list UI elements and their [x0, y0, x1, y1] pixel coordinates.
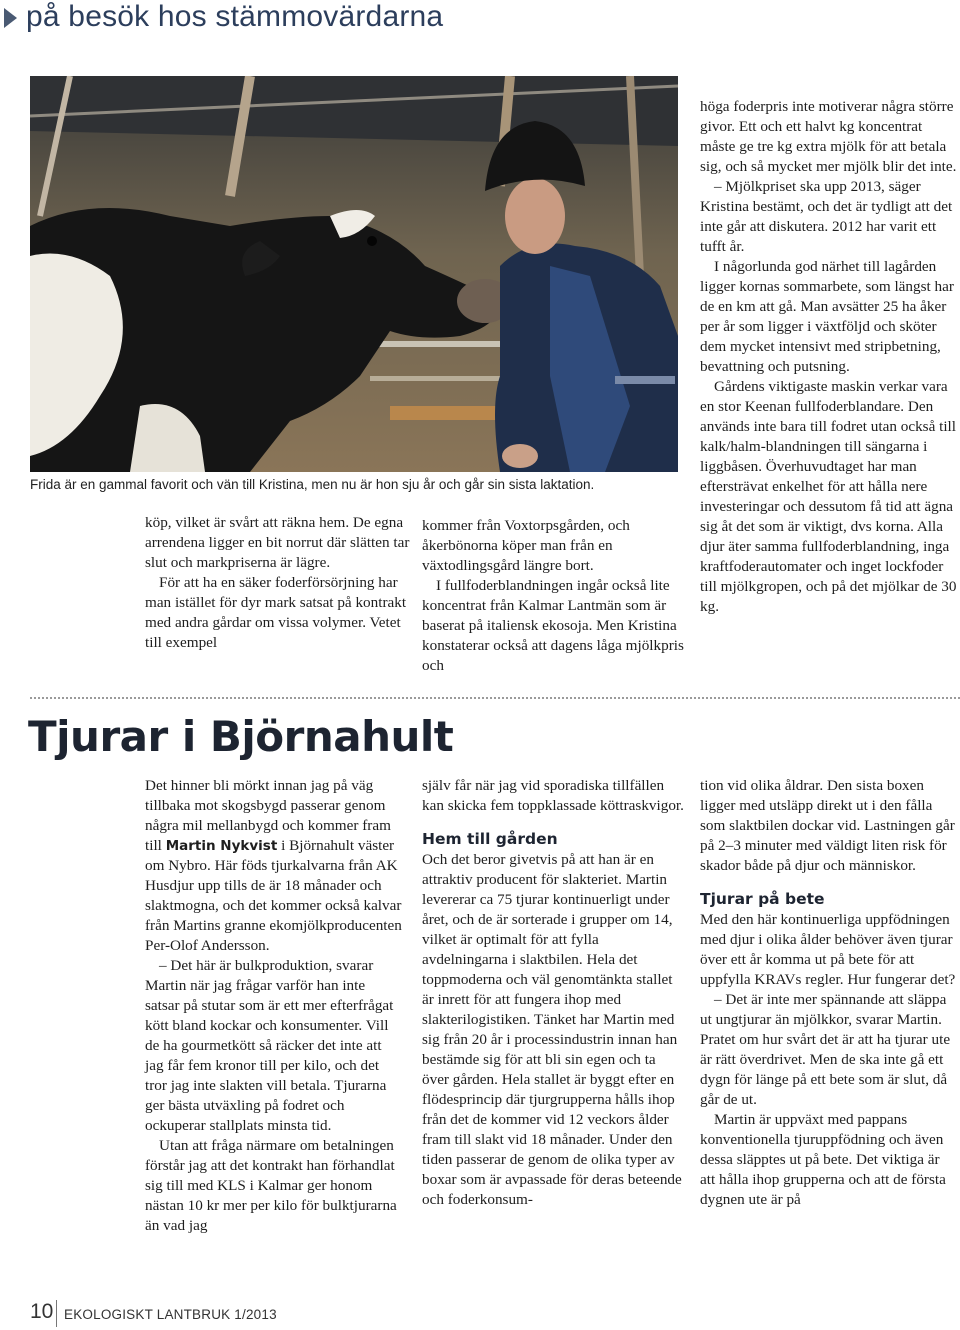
photo-caption: Frida är en gammal favorit och vän till Kristina, men nu är hon sju år och går sin sista laktation. — [30, 477, 595, 492]
cow-photo — [30, 76, 678, 472]
top-column-3 — [700, 97, 958, 617]
subheading: Tjurar på bete — [700, 890, 825, 908]
paragraph: köp, vilket är svårt att räkna hem. De egna arrendena ligger en bit norrut där slätten tar slut och markpriserna är lägre. — [145, 514, 410, 571]
paragraph: höga foderpris inte motiverar några större givor. Ett och ett halvt kg koncentrat måste ge tre kg extra mjölk för att betala sig, och så mycket mer mjölk blir det inte. — [700, 98, 957, 175]
paragraph: – Det här är bulkproduktion, svarar Martin när jag frågar varför han inte satsar på stutar som är ett mer efterfrågat kött bland kockar och konsumenter. Vill de ha gourmetkött så räcker det inte att jag får fem kronor till per kilo, och det tror jag inte slakten vill betala. Tjurarna ger bästa utväxling på fodret och ockuperar stallplats minsta tid. — [145, 957, 394, 1134]
intro-text: Det hinner bli mörkt innan jag på väg tillbaka mot skogsbygd passerar genom några mil mellanbygd och kommer fram till — [145, 777, 391, 854]
header-arrow-icon — [4, 8, 17, 28]
photo-illustration — [30, 76, 678, 472]
paragraph: Och det beror givetvis på att han är en attraktiv producent för slakteriet. Martin levererar ca 75 tjurar kontinuerligt under året, och de är sorterade i grupper om 14, vilket är optimalt för att fylla avdelningarna i slaktbilen. Hela det toppmoderna och väl genomtänkta stallet är inrett för att fungera ihop med slakterilogistiken. Tänket har Martin med sig från 20 år i processindustrin innan han bestämde sig för att bli sin egen och ta över gården. Hela stallet är byggt efter en flödesprincip där tjurgrupperna hålls ihop från det de kommer vid 12 veckors ålder fram till slakt vid 18 månader. Under den tiden passerar de genom de olika typer av boxar som är avpassade för deras beteende och foderkonsum- — [422, 851, 682, 1208]
paragraph — [145, 776, 403, 956]
paragraph: Med den här kontinuerliga uppfödningen med djur i olika ålder behöver även tjurar över ett år komma ut på bete för att uppfylla KRAVs regler. Hur fungerar det? — [700, 911, 956, 988]
publication-name: EKOLOGISKT LANTBRUK 1/2013 — [64, 1307, 277, 1322]
top-column-1 — [145, 513, 410, 653]
paragraph: I fullfoderblandningen ingår också lite koncentrat från Kalmar Lantmän som är baserat på italiensk ekosoja. Men Kristina konstaterar också att dagens låga mjölkpris och — [422, 577, 684, 674]
top-column-2 — [422, 516, 687, 676]
subheading: Hem till gården — [422, 830, 558, 848]
paragraph: I någorlunda god närhet till lagården ligger kornas sommarbete, som längst har de en km att gå. Man avsätter 25 ha åker per år som ligger i växtföljd och sköter dem mycket intensivt med stripbetning, bevattning och putsning. — [700, 258, 954, 375]
paragraph: Martin är uppväxt med pappans konventionella tjuruppfödning och även dessa släpptes ut på bete. Det viktiga är att hålla ihop grupperna och att de första dygnen ute är på — [700, 1111, 946, 1208]
article-column-2 — [422, 776, 684, 1210]
paragraph: kommer från Voxtorpsgården, och åkerbönorna köper man från en växtodlingsgård längre bort. — [422, 517, 630, 574]
article-column-1 — [145, 776, 403, 1236]
paragraph: tion vid olika åldrar. Den sista boxen ligger med utsläpp direkt ut i den fålla som slaktbilen dockar vid. Lastningen går på 2–3 minuter med väldigt liten risk för skador både på djur och människor. — [700, 777, 955, 874]
footer-separator — [56, 1300, 57, 1327]
page-number: 10 — [30, 1300, 54, 1323]
article-title: Tjurar i Björnahult — [28, 712, 454, 761]
paragraph: – Det är inte mer spännande att släppa ut ungtjurar än mjölkkor, svarar Martin. Pratet om hur svårt det är att ha tjurar ute är rätt överdrivet. Men de ska inte gå ett dygn för länge på ett bete som är slut, då går de ut. — [700, 991, 951, 1108]
paragraph: Utan att fråga närmare om betalningen förstår jag att det kontrakt han förhandlat sig till med KLS i Kalmar ger honom nästan 10 kr mer per kilo för bulktjurarna än vad jag — [145, 1137, 397, 1234]
article-column-3 — [700, 776, 958, 1210]
paragraph: Gårdens viktigaste maskin verkar vara en stor Keenan fullfoderblandare. Den används inte bara till fodret utan också till kalk/halm-blandningen till sängarna i liggbåsen. Överhuvudtaget har man eftersträvat enkelhet för att hålla nere investeringar och dessutom få tid att ägna sig åt det som är viktigt, dvs korna. Alla djur äter samma fullfoderblandning, inga kraftfoderautomater och inget lockfoder till mjölkgropen, och på det mjölkar de 30 kg. — [700, 378, 957, 615]
section-header: på besök hos stämmovärdarna — [26, 0, 444, 33]
paragraph: själv får när jag vid sporadiska tillfällen kan skicka fem toppklassade köttraskvigor. — [422, 777, 684, 814]
section-divider — [30, 697, 960, 699]
paragraph: – Mjölkpriset ska upp 2013, säger Kristina bestämt, och det är tydligt att det inte går att diskutera. 2012 har varit ett tufft år. — [700, 178, 953, 255]
person-name: Martin Nykvist — [165, 838, 278, 854]
paragraph: För att ha en säker foderförsörjning har man istället för dyr mark satsat på kontrakt med andra gårdar om vissa volymer. Vetet till exempel — [145, 574, 407, 651]
intro-text: i Björnahult väster om Nybro. Här föds tjurkalvarna från AK Husdjur upp tills de är 18 månader och slaktmogna, och det kommer också kalvar från Martins granne ekomjölkproducenten Per-Olof Andersson. — [145, 837, 402, 954]
